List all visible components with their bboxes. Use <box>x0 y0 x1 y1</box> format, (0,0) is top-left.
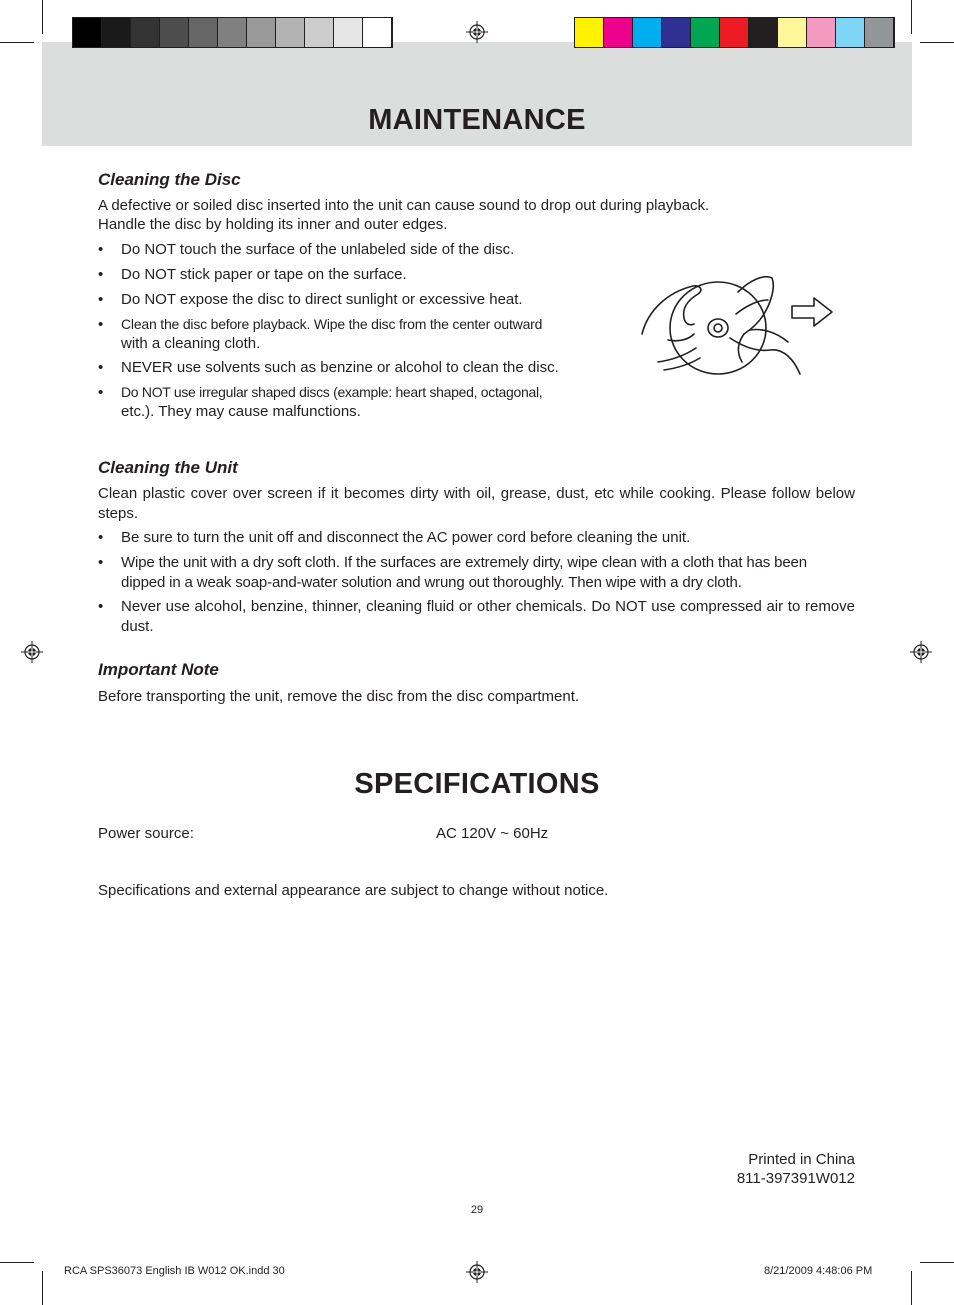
cleaning-unit-heading: Cleaning the Unit <box>98 458 238 477</box>
crop-mark <box>42 0 43 34</box>
crop-mark <box>920 42 954 43</box>
color-swatch <box>247 18 276 47</box>
cleaning-disc-heading: Cleaning the Disc <box>98 170 241 189</box>
color-swatch <box>218 18 247 47</box>
disc-wiping-hands-icon <box>638 270 838 382</box>
color-swatch <box>363 18 392 47</box>
color-swatch <box>160 18 189 47</box>
color-swatch <box>691 18 720 47</box>
list-item-text: Wipe the unit with a dry soft cloth. If the surfaces are extremely dirty, wipe clean with a cloth that has been dipped in a weak soap-and-water solution and wrung out thoroughly. Then wipe with a dry cloth. <box>121 554 807 591</box>
color-swatch <box>73 18 102 47</box>
color-swatch <box>604 18 633 47</box>
list-item-text: Clean the disc before playback. Wipe the disc from the center outward <box>121 316 543 332</box>
color-swatch <box>749 18 778 47</box>
list-item-text: Do NOT stick paper or tape on the surface. <box>121 266 407 283</box>
list-item-text: Never use alcohol, benzine, thinner, cleaning fluid or other chemicals. Do NOT use compressed air to remove dust. <box>121 598 855 635</box>
color-swatch <box>720 18 749 47</box>
crop-mark <box>0 1262 34 1263</box>
bullet-mark: • <box>98 291 104 308</box>
crop-mark <box>42 1271 43 1305</box>
list-item-text: with a cleaning cloth. <box>121 335 261 352</box>
cleaning-disc-intro-line-1: A defective or soiled disc inserted into the unit can cause sound to drop out during playback. <box>98 197 710 214</box>
crop-mark <box>920 1262 954 1263</box>
color-swatch-bar <box>574 17 895 48</box>
list-item-text: Do NOT touch the surface of the unlabeled side of the disc. <box>121 241 515 258</box>
color-swatch <box>575 18 604 47</box>
color-swatch <box>778 18 807 47</box>
color-swatch <box>276 18 305 47</box>
color-swatch <box>633 18 662 47</box>
color-swatch <box>807 18 836 47</box>
important-note-text: Before transporting the unit, remove the disc from the disc compartment. <box>98 688 580 705</box>
color-swatch <box>836 18 865 47</box>
power-source-label: Power source: <box>98 825 194 842</box>
color-swatch <box>662 18 691 47</box>
list-item-text: Do NOT expose the disc to direct sunlight or excessive heat. <box>121 291 523 308</box>
bullet-mark: • <box>98 241 104 258</box>
cleaning-disc-intro-line-2: Handle the disc by holding its inner and outer edges. <box>98 216 448 233</box>
crop-mark <box>911 0 912 34</box>
grayscale-swatch-bar <box>72 17 393 48</box>
specifications-notice: Specifications and external appearance are subject to change without notice. <box>98 882 609 899</box>
printed-in-line: Printed in China <box>748 1151 855 1168</box>
bullet-mark: • <box>98 598 104 615</box>
list-item-text: Do NOT use irregular shaped discs (example: heart shaped, octagonal, <box>121 384 543 400</box>
page-title: MAINTENANCE <box>368 104 586 136</box>
list-item-text: NEVER use solvents such as benzine or alcohol to clean the disc. <box>121 359 559 376</box>
bullet-mark: • <box>98 554 104 571</box>
registration-mark-icon <box>910 641 932 663</box>
color-swatch <box>334 18 363 47</box>
model-code: 811-397391W012 <box>736 1170 855 1187</box>
color-swatch <box>131 18 160 47</box>
crop-mark <box>911 1271 912 1305</box>
registration-mark-icon <box>466 1261 488 1283</box>
bullet-mark: • <box>98 359 104 376</box>
registration-mark-icon <box>466 21 488 43</box>
bullet-mark: • <box>98 529 104 546</box>
list-item-text: etc.). They may cause malfunctions. <box>121 403 361 420</box>
cleaning-unit-intro: Clean plastic cover over screen if it becomes dirty with oil, grease, dust, etc while cooking. Please follow below steps. <box>98 485 855 522</box>
color-swatch <box>865 18 894 47</box>
list-item-text: Be sure to turn the unit off and disconnect the AC power cord before cleaning the unit. <box>121 529 691 546</box>
color-swatch <box>189 18 218 47</box>
important-note-heading: Important Note <box>98 660 219 679</box>
bullet-mark: • <box>98 266 104 283</box>
bullet-mark: • <box>98 384 104 401</box>
slug-date: 8/21/2009 4:48:06 PM <box>764 1265 873 1277</box>
specifications-title: SPECIFICATIONS <box>354 768 600 800</box>
color-swatch <box>305 18 334 47</box>
slug-filename: RCA SPS36073 English IB W012 OK.indd 30 <box>64 1265 285 1277</box>
page-number: 29 <box>470 1204 484 1216</box>
color-swatch <box>102 18 131 47</box>
registration-mark-icon <box>21 641 43 663</box>
power-source-value: AC 120V ~ 60Hz <box>436 825 549 842</box>
bullet-mark: • <box>98 316 104 333</box>
crop-mark <box>0 42 34 43</box>
